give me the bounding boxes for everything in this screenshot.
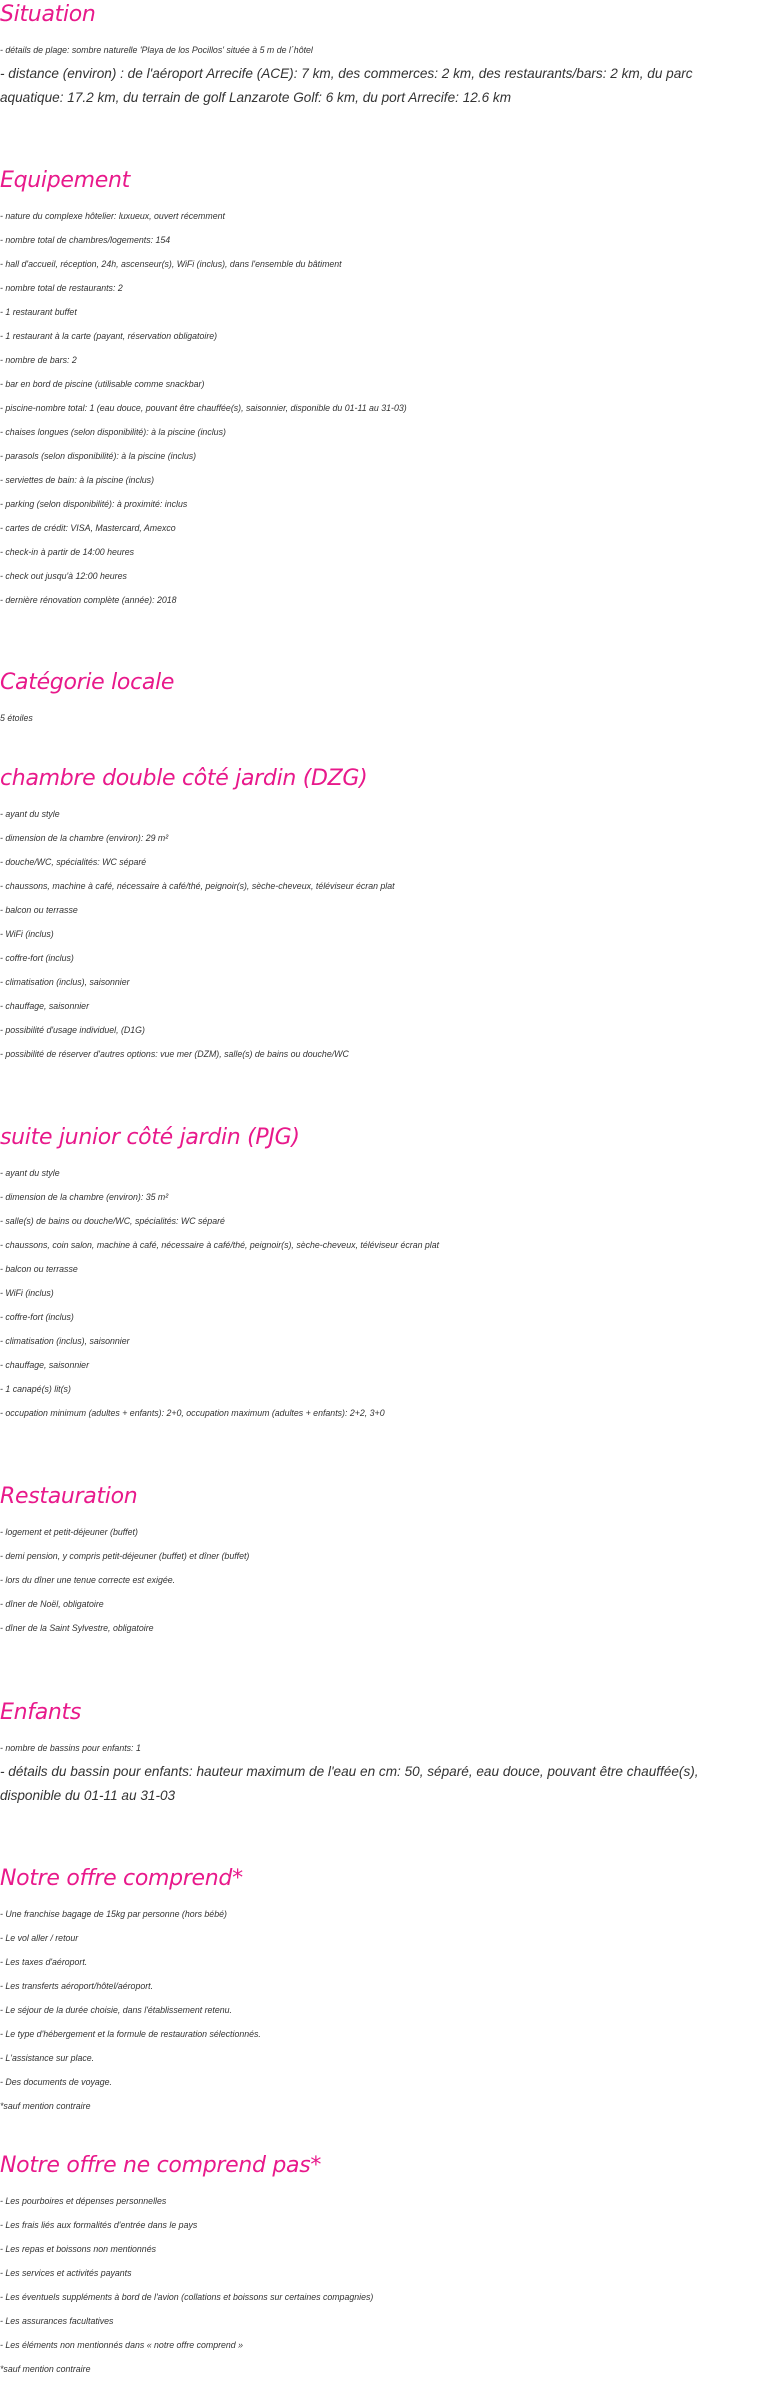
text-line: - hall d'accueil, réception, 24h, ascenseur(s), WiFi (inclus), dans l'ensemble du bâtiment: [0, 259, 342, 269]
text-line: - L'assistance sur place.: [0, 2053, 95, 2063]
text-line: - Le vol aller / retour: [0, 1933, 79, 1943]
section-chambre-dzg: [0, 766, 756, 1066]
text-line: - détails du bassin pour enfants: hauteur maximum de l'eau en cm: 50, séparé, eau douce, pouvant être chauffée(s), disponible du 01-11 au 31-03: [0, 1764, 699, 1803]
section-body-offre-comprend: [0, 1902, 756, 2118]
section-situation: [0, 2, 756, 110]
section-restauration: [0, 1484, 756, 1640]
text-line: - nombre de bars: 2: [0, 355, 77, 365]
text-line: - chauffage, saisonnier: [0, 1360, 89, 1370]
text-line: - WiFi (inclus): [0, 929, 54, 939]
section-body-offre-ne-comprend: [0, 2189, 756, 2381]
text-line: - dîner de la Saint Sylvestre, obligatoire: [0, 1623, 154, 1633]
text-line: - bar en bord de piscine (utilisable comme snackbar): [0, 379, 205, 389]
text-line: - dernière rénovation complète (année): 2018: [0, 595, 177, 605]
text-line: - balcon ou terrasse: [0, 905, 78, 915]
text-line: - détails de plage: sombre naturelle 'Playa de los Pocillos' située à 5 m de l´hôtel: [0, 45, 313, 55]
text-line: - Les transferts aéroport/hôtel/aéroport.: [0, 1981, 154, 1991]
text-line: - Les services et activités payants: [0, 2268, 132, 2278]
text-line: - 1 restaurant à la carte (payant, réservation obligatoire): [0, 331, 218, 341]
text-line: - possibilité de réserver d'autres options: vue mer (DZM), salle(s) de bains ou douche/WC: [0, 1049, 349, 1059]
text-line: - parking (selon disponibilité): à proximité: inclus: [0, 499, 188, 509]
section-offre-comprend: [0, 1866, 756, 2118]
text-line: - nombre total de restaurants: 2: [0, 283, 123, 293]
text-line: - cartes de crédit: VISA, Mastercard, Amexco: [0, 523, 176, 533]
text-line: - possibilité d'usage individuel, (D1G): [0, 1025, 145, 1035]
text-line: - Les pourboires et dépenses personnelles: [0, 2196, 167, 2206]
section-body-categorie: [0, 706, 756, 730]
text-line: - dimension de la chambre (environ): 29 m²: [0, 833, 169, 843]
text-line: - Les taxes d'aéroport.: [0, 1957, 88, 1967]
text-line: - demi pension, y compris petit-déjeuner (buffet) et dîner (buffet): [0, 1551, 250, 1561]
text-line: - chaussons, machine à café, nécessaire à café/thé, peignoir(s), sèche-cheveux, téléviseur écran plat: [0, 881, 395, 891]
section-categorie: [0, 670, 756, 730]
text-line: - occupation minimum (adultes + enfants): 2+0, occupation maximum (adultes + enfants): 2+2, 3+0: [0, 1408, 385, 1418]
text-line: - Une franchise bagage de 15kg par personne (hors bébé): [0, 1909, 227, 1919]
text-line: - douche/WC, spécialités: WC séparé: [0, 857, 147, 867]
section-equipement: [0, 168, 756, 612]
text-line: - Les frais liés aux formalités d'entrée dans le pays: [0, 2220, 198, 2230]
text-line: - coffre-fort (inclus): [0, 953, 74, 963]
text-line: - lors du dîner une tenue correcte est exigée.: [0, 1575, 176, 1585]
section-title-chambre-dzg: chambre double côté jardin (DZG): [0, 766, 368, 791]
text-line: - piscine-nombre total: 1 (eau douce, pouvant être chauffée(s), saisonnier, disponible du 01-11 au 31-03): [0, 403, 407, 413]
text-line: - parasols (selon disponibilité): à la piscine (inclus): [0, 451, 197, 461]
section-body-situation: [0, 38, 756, 110]
text-line: - Les repas et boissons non mentionnés: [0, 2244, 156, 2254]
text-line: - Le séjour de la durée choisie, dans l'établissement retenu.: [0, 2005, 233, 2015]
text-line: - check-in à partir de 14:00 heures: [0, 547, 134, 557]
section-title-situation: Situation: [0, 2, 96, 27]
text-line: 5 étoiles: [0, 713, 33, 723]
footnote: *sauf mention contraire: [0, 2364, 91, 2374]
text-line: - chauffage, saisonnier: [0, 1001, 89, 1011]
section-title-offre-comprend: Notre offre comprend*: [0, 1866, 243, 1891]
text-line: - Les éventuels suppléments à bord de l'avion (collations et boissons sur certaines compagnies): [0, 2292, 374, 2302]
section-body-suite-pjg: [0, 1161, 756, 1425]
text-line: - dîner de Noël, obligatoire: [0, 1599, 104, 1609]
text-line: - distance (environ) : de l'aéroport Arrecife (ACE): 7 km, des commerces: 2 km, des restaurants/bars: 2 km, du parc aquatique: 17.2 km, du terrain de golf Lanzarote Golf: 6 km, du port Arrecife: 12.6 km: [0, 66, 693, 105]
text-line: - climatisation (inclus), saisonnier: [0, 977, 130, 987]
text-line: - nature du complexe hôtelier: luxueux, ouvert récemment: [0, 211, 225, 221]
text-line: - chaussons, coin salon, machine à café, nécessaire à café/thé, peignoir(s), sèche-cheveux, téléviseur écran plat: [0, 1240, 440, 1250]
text-line: - ayant du style: [0, 809, 60, 819]
text-line: - WiFi (inclus): [0, 1288, 54, 1298]
section-body-chambre-dzg: [0, 802, 756, 1066]
text-line: - salle(s) de bains ou douche/WC, spécialités: WC séparé: [0, 1216, 225, 1226]
text-line: - nombre total de chambres/logements: 154: [0, 235, 171, 245]
section-body-restauration: [0, 1520, 756, 1640]
section-offre-ne-comprend: [0, 2153, 756, 2381]
section-title-restauration: Restauration: [0, 1484, 138, 1509]
text-line: - balcon ou terrasse: [0, 1264, 78, 1274]
section-suite-pjg: [0, 1125, 756, 1425]
section-body-equipement: [0, 204, 756, 612]
text-line: - Des documents de voyage.: [0, 2077, 112, 2087]
text-line: - chaises longues (selon disponibilité): à la piscine (inclus): [0, 427, 226, 437]
text-line: - dimension de la chambre (environ): 35 m²: [0, 1192, 169, 1202]
section-enfants: [0, 1700, 756, 1808]
text-line: - 1 restaurant buffet: [0, 307, 77, 317]
text-line: - ayant du style: [0, 1168, 60, 1178]
text-line: - Les éléments non mentionnés dans « notre offre comprend »: [0, 2340, 244, 2350]
text-line: - nombre de bassins pour enfants: 1: [0, 1743, 141, 1753]
section-title-suite-pjg: suite junior côté jardin (PJG): [0, 1125, 300, 1150]
section-title-equipement: Equipement: [0, 168, 130, 193]
section-title-categorie: Catégorie locale: [0, 670, 175, 695]
text-line: - logement et petit-déjeuner (buffet): [0, 1527, 138, 1537]
section-title-enfants: Enfants: [0, 1700, 82, 1725]
text-line: - coffre-fort (inclus): [0, 1312, 74, 1322]
text-line: - Le type d'hébergement et la formule de restauration sélectionnés.: [0, 2029, 261, 2039]
text-line: - serviettes de bain: à la piscine (inclus): [0, 475, 155, 485]
text-line: - climatisation (inclus), saisonnier: [0, 1336, 130, 1346]
text-line: - Les assurances facultatives: [0, 2316, 114, 2326]
footnote: *sauf mention contraire: [0, 2101, 91, 2111]
section-body-enfants: [0, 1736, 756, 1808]
section-title-offre-ne-comprend: Notre offre ne comprend pas*: [0, 2153, 322, 2178]
text-line: - check out jusqu'à 12:00 heures: [0, 571, 127, 581]
text-line: - 1 canapé(s) lit(s): [0, 1384, 71, 1394]
